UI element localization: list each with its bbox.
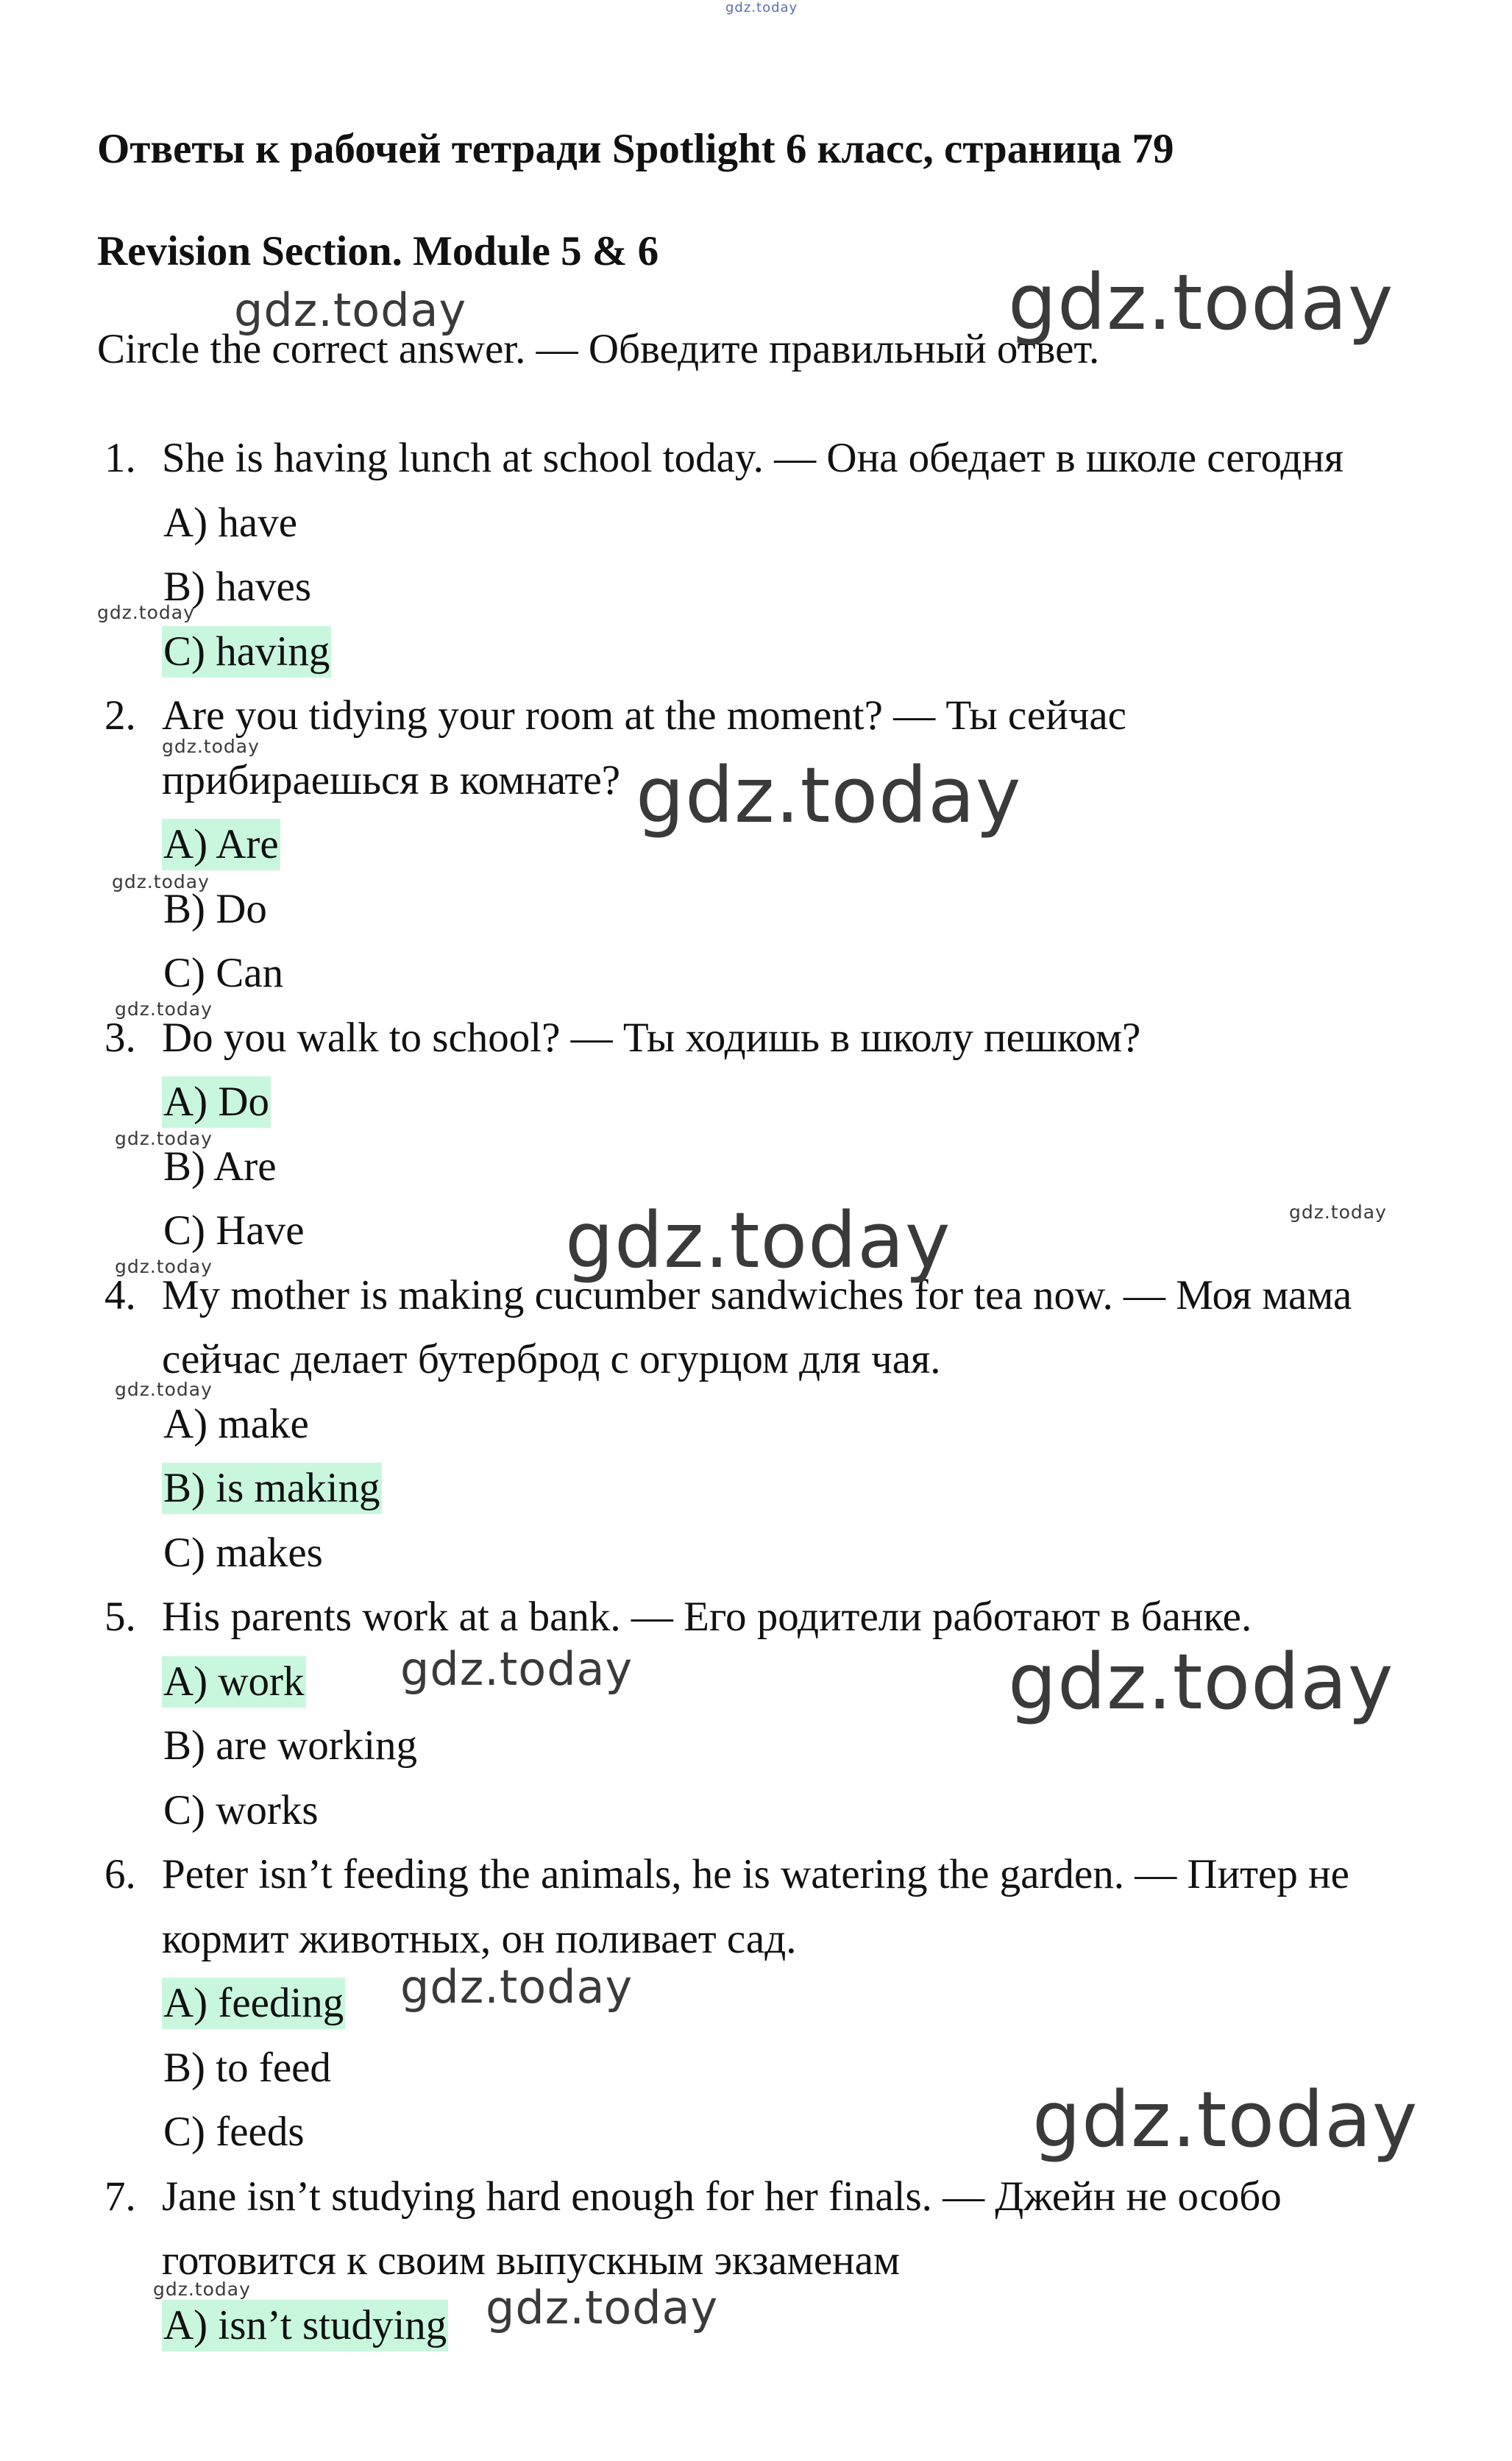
watermark: gdz.today [162, 736, 260, 757]
question-number: 7. [104, 2173, 136, 2220]
section-title: Revision Section. Module 5 & 6 [97, 228, 659, 274]
watermark: gdz.today [486, 2281, 719, 2334]
question-number: 4. [104, 1271, 136, 1318]
answer-option[interactable]: C) feeds [163, 2109, 305, 2155]
answer-option-correct[interactable]: A) Are [162, 819, 280, 870]
question-number: 2. [104, 692, 136, 739]
watermark: gdz.today [1008, 1637, 1394, 1727]
question-text: Jane isn’t studying hard enough for her finals. — Джейн не особо [162, 2173, 1282, 2220]
watermark: gdz.today [636, 750, 1022, 840]
watermark: gdz.today [725, 0, 798, 15]
question-text: Peter isn’t feeding the animals, he is watering the garden. — Питер не [162, 1851, 1349, 1897]
watermark: gdz.today [234, 283, 467, 337]
answer-option[interactable]: B) to feed [163, 2044, 331, 2091]
watermark: gdz.today [1032, 2075, 1419, 2165]
watermark: gdz.today [115, 1128, 213, 1149]
instruction-text: Circle the correct answer. — Обведите правильный ответ. [97, 326, 1100, 372]
watermark: gdz.today [1289, 1201, 1387, 1223]
answer-option-correct[interactable]: C) having [162, 626, 331, 678]
page-title: Ответы к рабочей тетради Spotlight 6 класс, страница 79 [97, 126, 1174, 172]
question-number: 1. [104, 435, 136, 481]
answer-option[interactable]: A) have [163, 499, 297, 546]
watermark: gdz.today [115, 1256, 213, 1277]
question-number: 6. [104, 1851, 136, 1897]
question-text: His parents work at a bank. — Его родители работают в банке. [162, 1594, 1252, 1640]
question-text: Are you tidying your room at the moment? — Ты сейчас [162, 692, 1126, 739]
question-text: Do you walk to school? — Ты ходишь в школу пешком? [162, 1014, 1141, 1061]
watermark: gdz.today [115, 1379, 213, 1400]
watermark: gdz.today [400, 1960, 633, 2014]
question-text: My mother is making cucumber sandwiches for tea now. — Моя мама [162, 1271, 1352, 1318]
watermark: gdz.today [400, 1642, 633, 1696]
watermark: gdz.today [153, 2279, 251, 2300]
question-text: сейчас делает бутерброд с огурцом для чая. [162, 1336, 941, 1382]
answer-option[interactable]: C) works [163, 1786, 319, 1833]
answer-option-correct[interactable]: A) feeding [162, 1978, 345, 2029]
answer-option[interactable]: C) makes [163, 1529, 323, 1576]
answer-option[interactable]: C) Have [163, 1207, 305, 1254]
answer-option[interactable]: A) make [163, 1400, 309, 1447]
watermark: gdz.today [112, 871, 210, 892]
question-text: прибираешься в комнате? [162, 756, 621, 803]
answer-option[interactable]: B) Do [163, 885, 267, 932]
question-number: 5. [104, 1594, 136, 1640]
answer-option[interactable]: B) Are [163, 1143, 277, 1190]
question-number: 3. [104, 1014, 136, 1061]
watermark: gdz.today [565, 1196, 951, 1285]
question-text: готовится к своим выпускным экзаменам [162, 2237, 901, 2284]
watermark: gdz.today [1008, 258, 1394, 347]
watermark: gdz.today [97, 602, 195, 623]
answer-option-correct[interactable]: A) Do [162, 1076, 271, 1128]
watermark: gdz.today [115, 998, 213, 1020]
answer-option-correct[interactable]: A) work [162, 1656, 306, 1708]
question-text: She is having lunch at school today. — Она обедает в школе сегодня [162, 435, 1344, 481]
answer-option[interactable]: B) haves [163, 564, 312, 610]
answer-option-correct[interactable]: B) is making [162, 1463, 382, 1514]
answer-option[interactable]: B) are working [163, 1722, 418, 1769]
answer-option-correct[interactable]: A) isn’t studying [162, 2300, 448, 2351]
answer-option[interactable]: C) Can [163, 950, 284, 996]
question-text: кормит животных, он поливает сад. [162, 1915, 797, 1962]
